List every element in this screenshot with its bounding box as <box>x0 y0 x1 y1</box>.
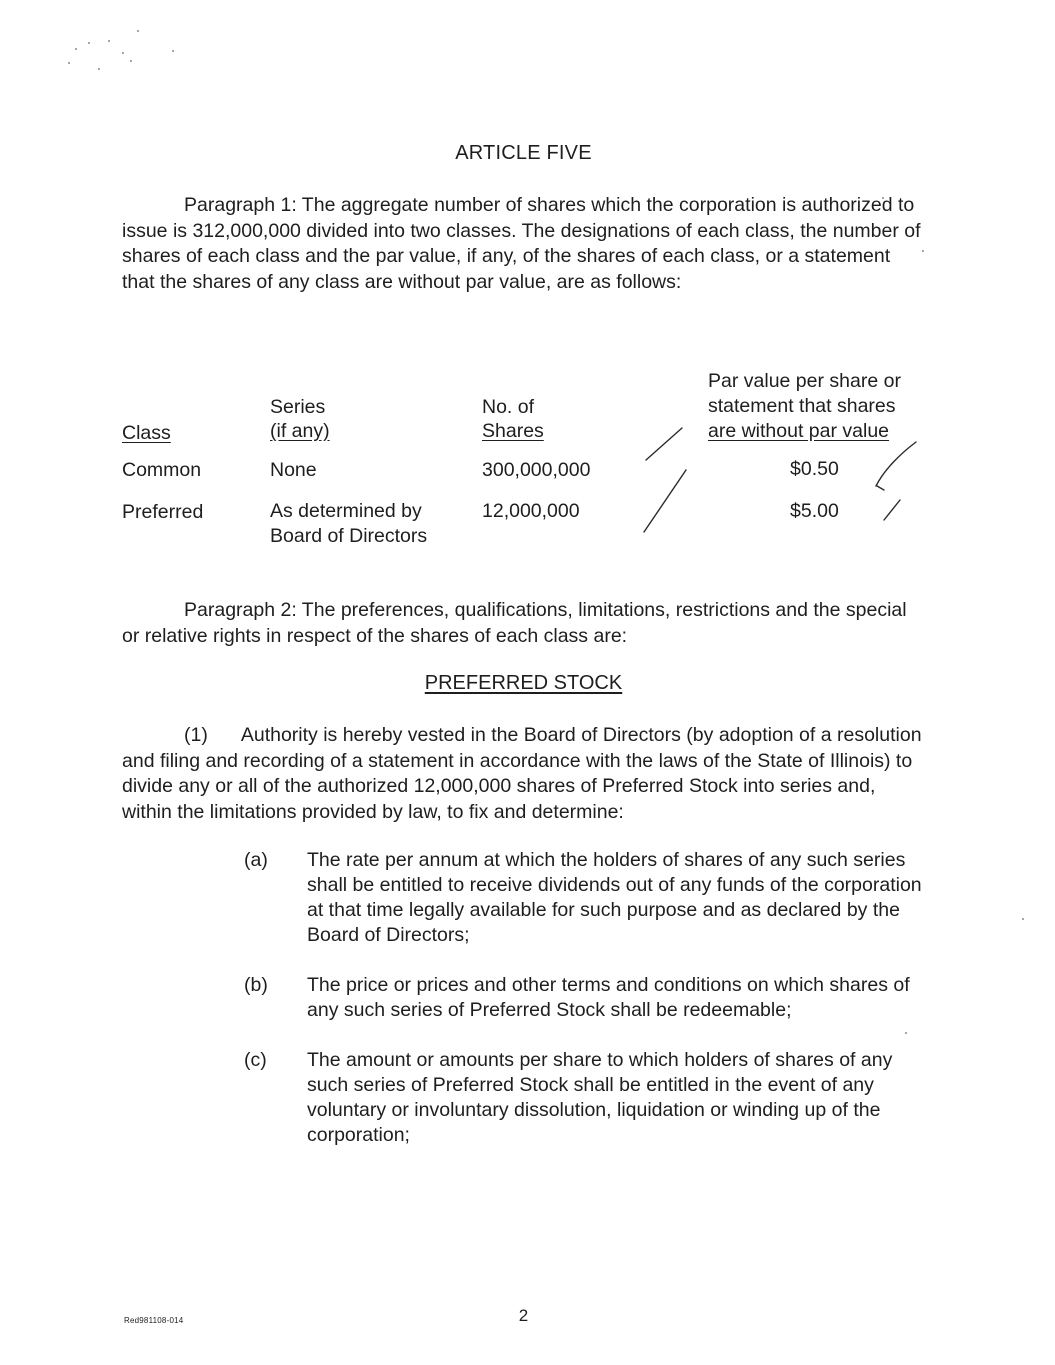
header-par-line1: Par value per share or <box>708 370 901 392</box>
section-heading-preferred-stock: PREFERRED STOCK <box>424 672 623 694</box>
header-par-line3: are without par value <box>708 420 890 442</box>
header-shares-line1: No. of <box>482 396 535 418</box>
row-preferred-class: Preferred <box>122 501 204 523</box>
subitem-b-label: (b) <box>244 974 268 996</box>
row-common-par-value: $0.50 <box>790 458 839 480</box>
check-mark <box>884 500 900 520</box>
subitem-c-text: The amount or amounts per share to which holders of shares of any such series of Preferred Stock shall be entitled in the event of any voluntary or involuntary dissolution, liquidation or winding up of the corporation; <box>307 1049 893 1146</box>
row-preferred-par-value: $5.00 <box>790 500 839 522</box>
check-mark <box>644 470 686 532</box>
paragraph-2-text: Paragraph 2: The preferences, qualifications, limitations, restrictions and the special or relative rights in respect of the shares of each class are: <box>122 599 907 647</box>
header-par-line2: statement that shares <box>708 395 896 417</box>
row-common-class: Common <box>122 459 202 481</box>
subitem-b-text: The price or prices and other terms and conditions on which shares of any such series of Preferred Stock shall be redeemable; <box>307 974 910 1021</box>
article-title: ARTICLE FIVE <box>455 142 592 164</box>
subitem-a-label: (a) <box>244 849 268 871</box>
clause-1-text: Authority is hereby vested in the Board of Directors (by adoption of a resolution and filing and recording of a statement in accordance with the laws of the State of Illinois) to divide any or all of the authorized 12,000,000 shares of Preferred Stock into series and, within the limitations provided by law, to fix and determine: <box>122 724 922 823</box>
subitem-a-text: The rate per annum at which the holders of shares of any such series shall be entitled to receive dividends out of any funds of the corporation at that time legally available for such purpose and as declared by the Board of Directors; <box>307 849 922 946</box>
clause-1-label: (1) <box>184 724 208 746</box>
subitem-c-label: (c) <box>244 1049 267 1071</box>
page-number: 2 <box>518 1306 529 1325</box>
paragraph-2 <box>122 598 922 649</box>
row-preferred-series: As determined by <box>270 500 422 522</box>
header-shares-line2: Shares <box>482 420 544 442</box>
clause-1 <box>122 723 922 825</box>
header-class: Class <box>122 422 171 444</box>
row-common-series: None <box>270 459 317 481</box>
header-series-line2: (if any) <box>270 420 330 442</box>
header-series-line1: Series <box>270 396 326 418</box>
check-mark <box>646 428 682 460</box>
paragraph-1-text: Paragraph 1: The aggregate number of shares which the corporation is authorized to issue is 312,000,000 divided into two classes. The designations of each class, the number of shares of each class and the par value, if any, of the shares of each class, or a statement that the shares of any class are without par value, are as follows: <box>122 194 921 293</box>
row-preferred-shares: 12,000,000 <box>482 500 580 522</box>
check-mark <box>877 486 884 490</box>
row-common-shares: 300,000,000 <box>482 459 591 481</box>
row-preferred-series-line2: Board of Directors <box>270 525 428 547</box>
footer-document-code: Red981108-014 <box>124 1316 184 1325</box>
check-mark <box>876 442 916 486</box>
